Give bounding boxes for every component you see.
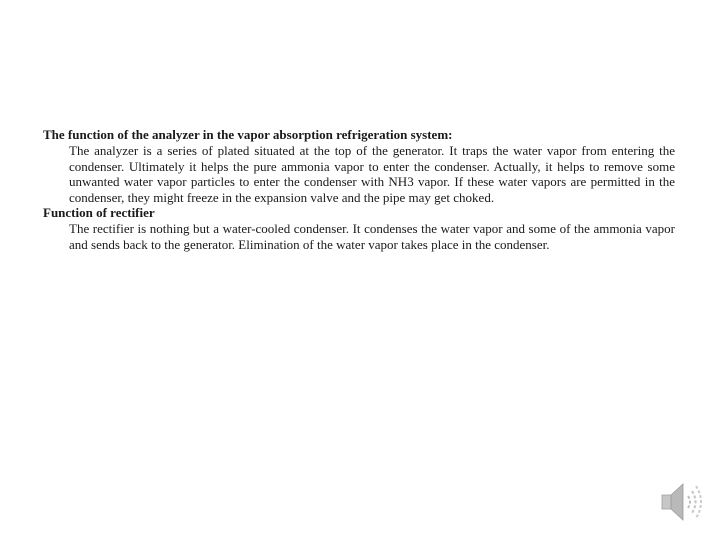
rectifier-paragraph: The rectifier is nothing but a water-cooled condenser. It condenses the water vapor and some of the ammonia vapor and sends back to the generator. Elimination of the water vapor takes place in the condenser. [69, 221, 675, 252]
rectifier-heading: Function of rectifier [43, 205, 155, 220]
speaker-icon[interactable] [658, 478, 708, 528]
analyzer-paragraph: The analyzer is a series of plated situated at the top of the generator. It traps the water vapor from entering the condenser. Ultimately it helps the pure ammonia vapor to enter the condenser. Actually, it helps to remove some unwanted water vapor particles to enter the condenser with NH3 vapor. If these water vapors are permitted in the condenser, they might freeze in the expansion valve and the pipe may get choked. [69, 143, 675, 205]
slide-content [43, 127, 675, 252]
speaker-icon-graphic [658, 478, 708, 528]
analyzer-heading: The function of the analyzer in the vapor absorption refrigeration system: [43, 127, 453, 142]
